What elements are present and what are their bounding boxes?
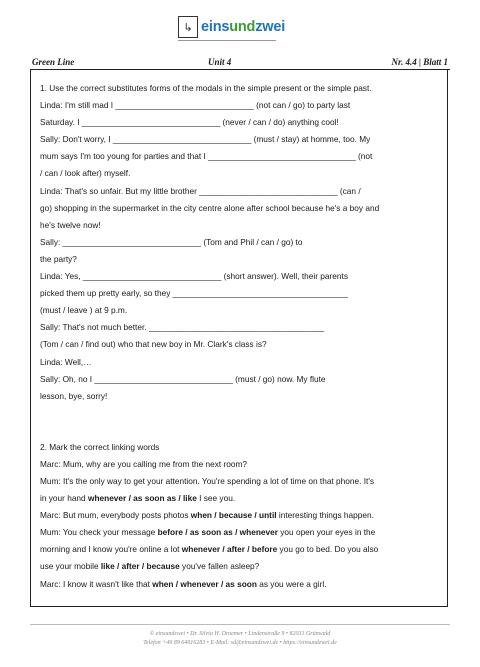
linking-word-options[interactable]: before / as soon as / whenever [157,527,278,538]
plain-text: I see you. [196,493,236,504]
logo-wordmark [201,19,285,35]
exercise-1-line: Linda: Yes, ______________________________ (short answer). Well, their parents [40,271,348,282]
exercise-1-line: Saturday. I ______________________________ (never / can / do) anything cool! [40,117,339,128]
header-sheet-number: Nr. 4.4 | Blatt 1 [391,57,448,67]
plain-text: use your mobile [40,561,101,572]
logo-part-zwei: zwei [255,19,286,35]
brand-logo [178,16,285,38]
plain-text: Mum: You check your message [40,527,158,538]
exercise-1-line: Sally: ______________________________ (Tom and Phil / can / go) to [40,236,303,247]
exercise-1-line: / can / look after) myself. [40,168,131,179]
linking-word-options[interactable]: whenever / after / before [181,544,278,555]
exercise-1-line: mum says I'm too young for parties and that I ________________________________ (not [40,151,373,162]
exercise-1-line: the party? [40,253,77,264]
exercise-1-line: Sally: Don't worry, I ______________________________ (must / stay) at homme, too. My [40,134,371,145]
exercise-1-line: Sally: Oh, no I ______________________________ (must / go) now. My flute [40,373,326,384]
exercise-1-line: (Tom / can / find out) who that new boy in Mr. Clark's class is? [40,339,267,350]
plain-text: in your hand [40,493,88,504]
exercise-2-line [40,576,444,593]
exercise-2-line [40,490,444,507]
worksheet-header [30,57,450,69]
exercise-1-line: he's twelve now! [40,219,101,230]
exercise-2-line [40,558,444,575]
linking-word-options[interactable]: when / whenever / as soon [152,578,257,589]
exercise-2-instruction: 2. Mark the correct linking words [40,441,160,452]
exercise-2-line: Marc: Mum, why are you calling me from the next room? [40,458,248,469]
exercise-2-line [40,524,444,541]
plain-text: morning and I know you're online a lot [40,544,182,555]
exercise-1-line: Sally: That's not much better. ______________________________________ [40,322,325,333]
exercise-1-line: lesson, bye, sorry! [40,390,108,401]
page-footer [0,630,480,648]
logo-part-und: und [229,19,256,35]
exercise-2-line [40,541,444,558]
exercise-2 [40,439,444,593]
plain-text: you've fallen asleep? [179,561,260,572]
exercise-1-line: go) shopping in the supermarket in the city centre alone after school because he's a boy and [40,202,380,213]
logo-underline [178,40,276,41]
exercise-1-line: Linda: That's so unfair. But my little brother ______________________________ (can / [40,185,361,196]
exercise-1-line: Linda: I'm still mad I ______________________________ (not can / go) to party last [40,100,351,111]
exercise-1-line: (must / leave ) at 9 p.m. [40,305,128,316]
plain-text: as you were a girl. [256,578,327,589]
footer-divider [30,624,450,625]
plain-text: you open your eyes in the [277,527,376,538]
worksheet-content [40,80,444,593]
exercise-1-instruction: 1. Use the correct substitutes forms of the modals in the simple present or the simple past. [40,83,372,93]
linking-word-options[interactable]: when / because / until [190,510,277,521]
exercise-2-line [40,507,444,524]
plain-text: Marc: But mum, everybody posts photos [40,510,191,521]
linking-word-options[interactable]: like / after / because [100,561,180,572]
header-book-title: Green Line [32,57,75,67]
exercise-1-line: picked them up pretty early, so they ______________________________________ [40,288,349,299]
header-unit: Unit 4 [208,57,232,67]
linking-word-options[interactable]: whenever / as soon as / like [87,493,197,504]
exercise-1 [40,80,444,405]
section-spacer [40,405,444,439]
plain-text: you go to bed. Do you also [277,544,379,555]
plain-text: interesting things happen. [276,510,374,521]
footer-contact: Telefon +49 89 64916283 • E-Mail: sd@einsundzwei.de • https://einsundzwei.de [143,640,337,646]
footer-copyright: © einsundzwei • Dr. Silvia H. Droemer • Lindenstraße 9 • 82031 Grünwald [149,631,331,637]
logo-arrow-icon: ↳ [178,16,198,38]
exercise-1-line: Linda: Well,… [40,356,92,367]
logo-part-eins: eins [201,19,230,35]
exercise-2-line: Mum: It's the only way to get your attention. You're spending a lot of time on that phone. It's [40,475,375,486]
plain-text: Marc: I know it wasn't like that [40,578,153,589]
